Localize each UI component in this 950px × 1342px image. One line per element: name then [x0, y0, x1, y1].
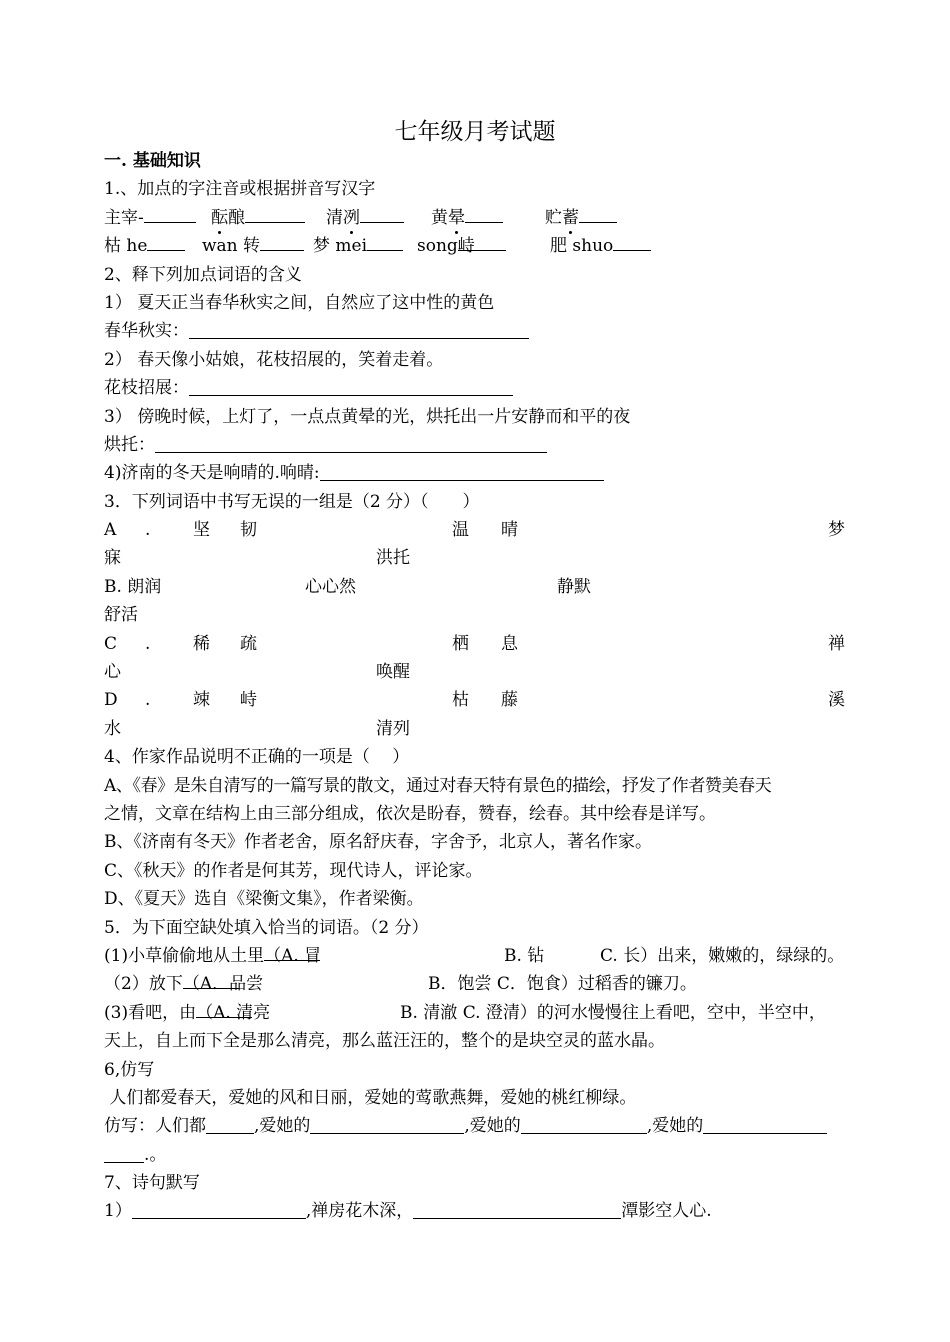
q4-option-d: D、《夏天》选自《梁衡文集》，作者梁衡。 [104, 889, 424, 910]
q7-answer-line: 1） ,禅房花木深， 潭影空人心. [104, 1201, 712, 1222]
q5-sentence-3: (3)看吧，由 （A. 清亮 B. 清澈 C. 澄清）的河水慢慢往上看吧，空中，半空中， [104, 999, 848, 1027]
q2-answer-1: 春华秋实： [104, 317, 848, 345]
q1-stem: 1.、加点的字注音或根据拼音写汉字 [104, 179, 376, 200]
answer-blank[interactable] [104, 1144, 144, 1163]
q5-stem: 5．为下面空缺处填入恰当的词语。（2 分） [104, 917, 429, 938]
q7-stem: 7、诗句默写 [104, 1173, 200, 1194]
answer-blank[interactable] [360, 204, 404, 223]
q1-item-c: 清冽 [326, 204, 360, 232]
answer-blank[interactable] [189, 320, 529, 339]
q1-item-i: song 峙 [417, 232, 475, 260]
q3-option-c-cont: 心 唤醒 [104, 662, 410, 683]
answer-blank[interactable] [183, 970, 239, 989]
q5-sentence-1: (1)小草偷偷地从土里 （A. 冒 B. 钻 C. 长）出来，嫩嫩的，绿绿的。 [104, 942, 848, 970]
page-title: 七年级月考试题 [394, 119, 556, 145]
q5-sentence-2: （2）放下 （A．品尝 B．饱尝 C．饱食）过稻香的镰刀。 [104, 970, 848, 998]
q1-item-h: 梦 mei [313, 232, 367, 260]
exam-content [104, 147, 848, 1226]
q3-option-c: C . 稀 疏 栖 息 禅 [104, 633, 845, 654]
section-heading: 一. 基础知识 [104, 151, 201, 171]
q2-sentence-3: 3） 傍晚时候，上灯了，一点点黄晕的光，烘托出一片安静而和平的夜 [104, 406, 631, 427]
q3-option-b: B. 朗润 心心然 静默 [104, 576, 591, 597]
q1-item-b: 酝酿 [211, 204, 245, 232]
answer-blank[interactable] [458, 232, 506, 251]
q4-option-c: C、《秋天》的作者是何其芳，现代诗人，评论家。 [104, 860, 483, 881]
answer-blank[interactable] [703, 1115, 827, 1134]
q6-model-sentence: 人们都爱春天，爱她的风和日丽，爱她的莺歌燕舞，爱她的桃红柳绿。 [104, 1087, 637, 1108]
answer-blank[interactable] [613, 232, 651, 251]
answer-blank[interactable] [245, 204, 305, 223]
answer-blank[interactable] [320, 462, 604, 481]
q2-stem: 2、释下列加点词语的含义 [104, 264, 302, 285]
q3-option-b-cont: 舒活 [104, 605, 138, 626]
q4-option-a-cont: 之情，文章在结构上由三部分组成，依次是盼春，赞春，绘春。其中绘春是详写。 [104, 803, 716, 824]
q6-answer-line: 仿写：人们都 ,爱她的 ,爱她的 ,爱她的 [104, 1112, 848, 1140]
q3-stem: 3．下列词语中书写无误的一组是（2 分）（ ） [104, 491, 480, 512]
q3-option-d-cont: 水 清列 [104, 718, 410, 739]
answer-blank[interactable] [147, 232, 185, 251]
q4-option-b: B、《济南有冬天》作者老舍，原名舒庆春，字舍予，北京人，著名作家。 [104, 832, 652, 853]
q1-item-e: 贮蓄 [545, 204, 579, 232]
q2-answer-3: 烘托： [104, 431, 848, 459]
q1-item-j: 肥 shuo [550, 232, 613, 260]
answer-blank[interactable] [196, 999, 252, 1018]
answer-blank[interactable] [264, 942, 320, 961]
q1-item-a: 主宰- [104, 204, 144, 232]
q6-stem: 6,仿写 [104, 1059, 155, 1080]
q6-answer-line-cont: .。 [104, 1141, 848, 1169]
q1-item-f: 枯 he [104, 232, 147, 260]
answer-blank[interactable] [144, 204, 196, 223]
q3-option-a-cont: 寐 洪托 [104, 548, 410, 569]
q2-sentence-1: 1） 夏天正当春华秋实之间，自然应了这中性的黄色 [104, 292, 495, 313]
q5-sentence-3-cont: 天上，自上而下全是那么清亮，那么蓝汪汪的，整个的是块空灵的蓝水晶。 [104, 1031, 665, 1052]
answer-blank[interactable] [579, 204, 617, 223]
q3-option-d: D . 竦 峙 枯 藤 溪 [104, 690, 845, 711]
answer-blank[interactable] [413, 1200, 621, 1219]
q1-row2 [104, 232, 848, 260]
answer-blank[interactable] [206, 1115, 254, 1134]
q3-option-a: A . 坚 韧 温 晴 梦 [104, 520, 845, 541]
q4-option-a: A、《春》是朱自清写的一篇写景的散文，通过对春天特有景色的描绘，抒发了作者赞美春天 [104, 775, 772, 796]
answer-blank[interactable] [189, 377, 513, 396]
answer-blank[interactable] [260, 232, 304, 251]
q2-answer-4: 4)济南的冬天是响晴的.响晴: [104, 459, 848, 487]
q4-stem: 4、作家作品说明不正确的一项是（ ） [104, 747, 410, 768]
q1-row1 [104, 204, 848, 232]
answer-blank[interactable] [310, 1115, 464, 1134]
q2-sentence-2: 2） 春天像小姑娘，花枝招展的，笑着走着。 [104, 349, 444, 370]
answer-blank[interactable] [465, 204, 503, 223]
q1-item-g: wan 转 [202, 232, 260, 260]
q1-item-d: 黄晕 [431, 204, 465, 232]
q2-answer-2: 花枝招展： [104, 374, 848, 402]
answer-blank[interactable] [155, 434, 547, 453]
answer-blank[interactable] [367, 232, 403, 251]
answer-blank[interactable] [521, 1115, 647, 1134]
answer-blank[interactable] [132, 1200, 306, 1219]
